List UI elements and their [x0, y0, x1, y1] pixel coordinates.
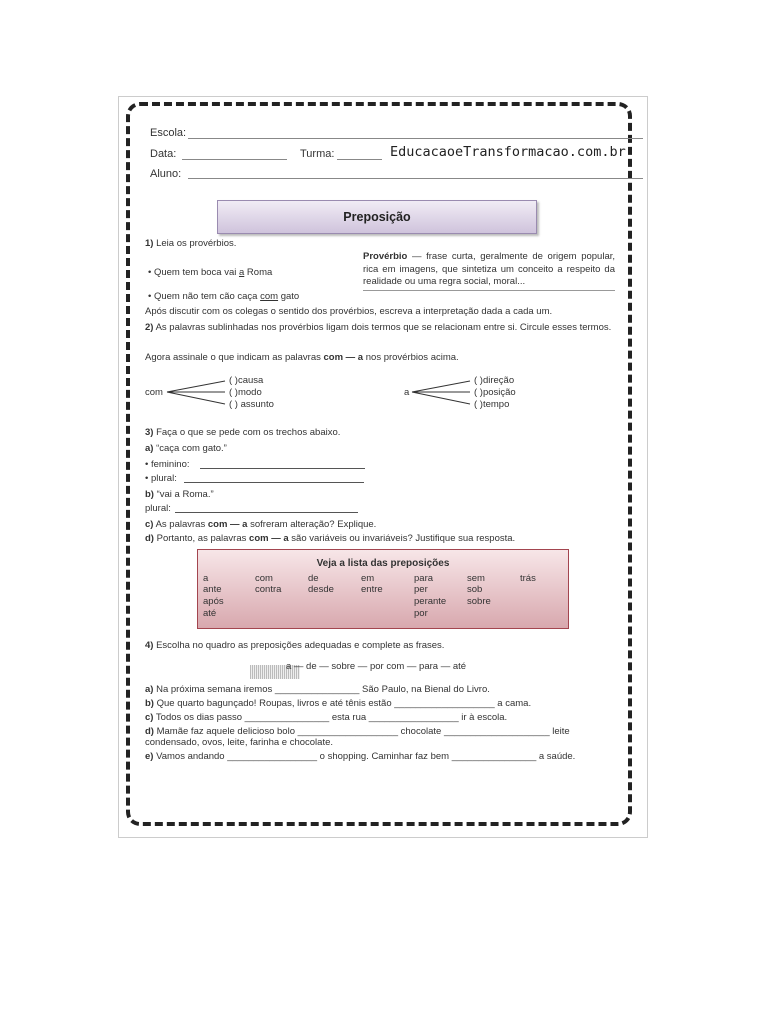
prep-ante: ante — [203, 584, 222, 595]
plural-blank[interactable] — [184, 482, 364, 483]
prep-por: por — [414, 608, 428, 619]
school-label: Escola: — [150, 127, 187, 139]
class-line — [337, 159, 382, 160]
prep-entre: entre — [361, 584, 383, 595]
q4-item-e: e) Vamos andando _________________ o shopping. Caminhar faz bem ________________ a saúde. — [145, 751, 576, 762]
prep-de: de — [308, 573, 319, 584]
prepositions-title: Veja a lista das preposições — [316, 558, 450, 569]
q2-assinale: Agora assinale o que indicam as palavras com — a nos provérbios acima. — [145, 352, 459, 363]
com-word: com — [145, 387, 163, 398]
prep-tras: trás — [520, 573, 536, 584]
feminino-blank[interactable] — [200, 468, 365, 469]
prep-per: per — [414, 584, 428, 595]
date-line — [182, 159, 287, 160]
a-bracket — [410, 378, 472, 408]
prep-sob: sob — [467, 584, 483, 595]
class-label: Turma: — [300, 148, 335, 160]
prep-sobre: sobre — [467, 596, 491, 607]
feminino-label: • feminino: — [145, 459, 190, 470]
student-label: Aluno: — [150, 168, 182, 180]
q1-intro: 1) Leia os provérbios. — [145, 238, 237, 249]
a-word: a — [404, 387, 410, 398]
prep-ate: até — [203, 608, 217, 619]
q4-text: 4) Escolha no quadro as preposições adequadas e complete as frases. — [145, 640, 445, 651]
plural2-blank[interactable] — [175, 512, 358, 513]
q4-item-b: b) Que quarto bagunçado! Roupas, livros e até tênis estão ___________________ a cama. — [145, 698, 532, 709]
student-line — [188, 178, 643, 179]
q3-b: b) “vai a Roma.” — [145, 489, 214, 500]
com-bracket — [165, 378, 227, 408]
q4-item-d-cont: condensado, ovos, leite, farinha e chocolate. — [145, 737, 334, 748]
prep-a: a — [203, 573, 209, 584]
prep-apos: após — [203, 596, 224, 607]
date-label: Data: — [150, 148, 177, 160]
q4-options: a — de — sobre — por com — para — até — [286, 661, 467, 672]
prep-desde: desde — [308, 584, 334, 595]
q2-text: 2) As palavras sublinhadas nos provérbios ligam dois termos que se relacionam entre si. Circule esses termos. — [145, 322, 612, 333]
q4-item-c: c) Todos os dias passo ________________ esta rua _________________ ir à escola. — [145, 712, 508, 723]
prepositions-box — [197, 549, 569, 629]
q3-text: 3) Faça o que se pede com os trechos abaixo. — [145, 427, 341, 438]
prep-para: para — [414, 573, 434, 584]
q4-item-a: a) Na próxima semana iremos ________________ São Paulo, na Bienal do Livro. — [145, 684, 490, 695]
option-tempo[interactable]: ( )tempo — [474, 399, 510, 410]
q4-item-d: d) Mamãe faz aquele delicioso bolo ___________________ chocolate ____________________ leite — [145, 726, 570, 737]
option-direcao[interactable]: ( )direção — [474, 375, 515, 386]
plural2-label: plural: — [145, 503, 171, 514]
watermark: EducacaoeTransformacao.com.br — [390, 144, 626, 160]
prep-sem: sem — [467, 573, 485, 584]
proverb-1: • Quem tem boca vai a Roma — [148, 267, 273, 278]
prep-contra: contra — [255, 584, 282, 595]
plural-label: • plural: — [145, 473, 177, 484]
page-title: Preposição — [217, 200, 537, 234]
prep-em: em — [361, 573, 375, 584]
option-posicao[interactable]: ( )posição — [474, 387, 516, 398]
q3-d: d) Portanto, as palavras com — a são variáveis ou invariáveis? Justifique sua resposta. — [145, 533, 516, 544]
discuss-instruction: Após discutir com os colegas o sentido dos provérbios, escreva a interpretação dada a cada um. — [145, 306, 553, 317]
option-causa[interactable]: ( )causa — [229, 375, 264, 386]
prep-com: com — [255, 573, 273, 584]
proverb-2: • Quem não tem cão caça com gato — [148, 291, 300, 302]
prep-perante: perante — [414, 596, 447, 607]
option-assunto[interactable]: ( ) assunto — [229, 399, 274, 410]
q3-a: a) “caça com gato.” — [145, 443, 227, 454]
school-line — [188, 138, 643, 139]
q3-c: c) As palavras com — a sofreram alteração? Explique. — [145, 519, 377, 530]
proverb-definition: Provérbio — frase curta, geralmente de origem popular, rica em imagens, que sintetiza um conceito a respeito da realidade ou uma regra social, moral... — [363, 251, 615, 291]
option-modo[interactable]: ( )modo — [229, 387, 262, 398]
